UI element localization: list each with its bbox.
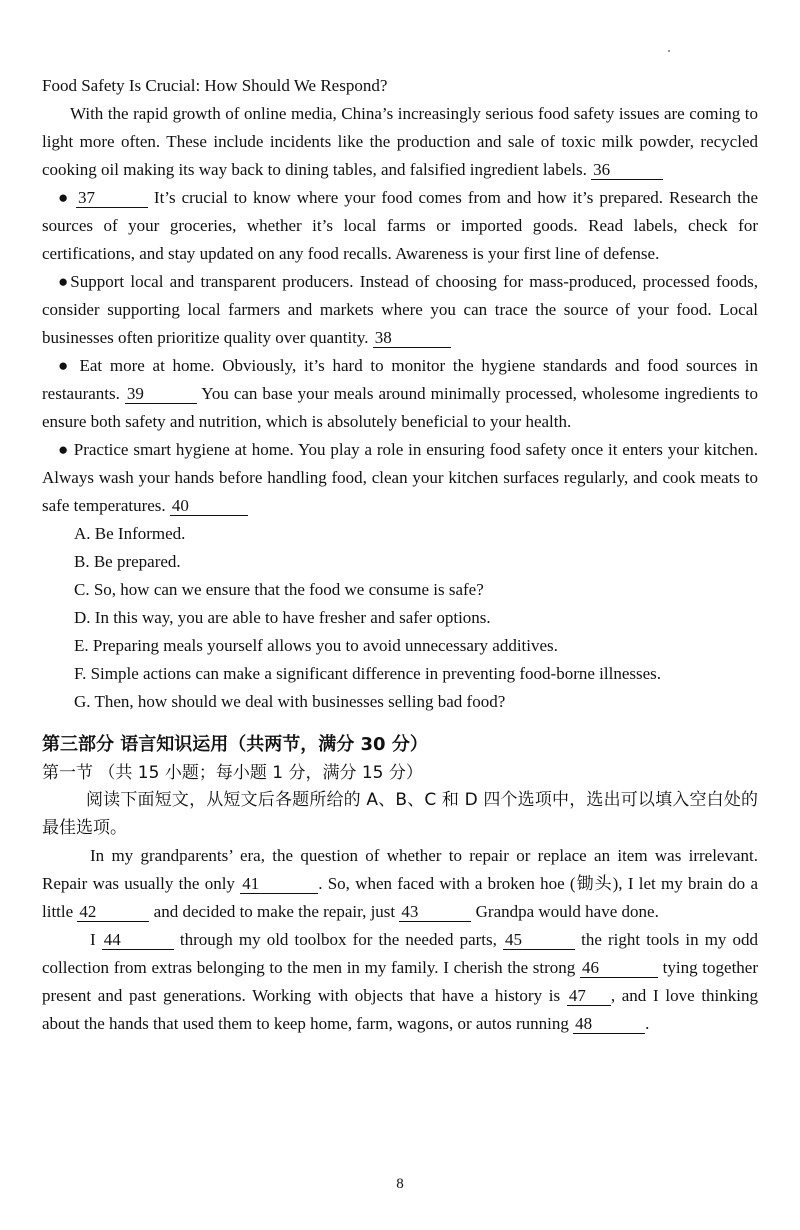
option-d[interactable]: D. In this way, you are able to have fresher and safer options. bbox=[74, 608, 491, 627]
blank-36[interactable]: 36 bbox=[591, 161, 663, 180]
blank-40[interactable]: 40 bbox=[170, 497, 248, 516]
blank-38[interactable]: 38 bbox=[373, 329, 451, 348]
blank-42[interactable]: 42 bbox=[77, 903, 149, 922]
cloze-paragraph-1 bbox=[42, 842, 758, 926]
paragraph-37 bbox=[42, 184, 758, 268]
paragraph-40-text: Practice smart hygiene at home. You play a role in ensuring food safety once it enters your kitchen. Always wash your hands before handling food, clean your kitchen surfaces regularly, and cook meats to safe temperatures. bbox=[42, 440, 759, 515]
paragraph-39-text-a: Eat more at home. Obviously, it’s hard to monitor the hygiene standards and food sources in restaurants. bbox=[42, 356, 758, 403]
option-e[interactable]: E. Preparing meals yourself allows you to avoid unnecessary additives. bbox=[74, 636, 558, 655]
blank-48[interactable]: 48 bbox=[573, 1015, 645, 1034]
paragraph-37-text: It’s crucial to know where your food comes from and how it’s prepared. Research the sources of your groceries, whether it’s local farms or imported goods. Read labels, check for certifications, and stay updated on any food recalls. Awareness is your first line of defense. bbox=[42, 188, 759, 263]
cloze-text-1d: Grandpa would have done. bbox=[475, 902, 659, 921]
blank-47[interactable]: 47 bbox=[567, 987, 611, 1006]
part3-heading: 第三部分 语言知识运用（共两节，满分 30 分） bbox=[42, 734, 428, 755]
cloze-text-1a: In my grandparents’ era, the question of whether to repair or replace an item was irrelevant. Repair was usually the only bbox=[42, 846, 758, 893]
bullet-icon: ● bbox=[58, 272, 71, 291]
paragraph-39-text-b: You can base your meals around minimally processed, wholesome ingredients to ensure both safety and nutrition, which is absolutely beneficial to your health. bbox=[42, 384, 758, 431]
page-number: 8 bbox=[396, 1176, 404, 1192]
intro-text: With the rapid growth of online media, China’s increasingly serious food safety issues are coming to light more often. These include incidents like the production and sale of toxic milk powder, recycled cooking oil making its way back to dining tables, and falsified ingredient labels. bbox=[42, 104, 758, 179]
paragraph-38-text: Support local and transparent producers. Instead of choosing for mass-produced, processed foods, consider supporting local farmers and markets where you can trace the source of your food. Local businesses often prioritize quality over quantity. bbox=[42, 272, 758, 347]
bullet-icon: ● bbox=[58, 440, 69, 459]
exam-page bbox=[42, 72, 758, 1038]
cloze-text-2e: , and I love thinking about the hands that used them to keep home, farm, wagons, or autos running bbox=[42, 986, 758, 1033]
cloze-text-2c: the right tools in my odd collection from extras belonging to the men in my family. I cherish the strong bbox=[42, 930, 759, 977]
cloze-text-2b: through my old toolbox for the needed parts, bbox=[179, 930, 497, 949]
section1-heading: 第一节 （共 15 小题；每小题 1 分，满分 15 分） bbox=[42, 763, 423, 783]
blank-45[interactable]: 45 bbox=[503, 931, 575, 950]
paragraph-39 bbox=[42, 352, 758, 436]
cloze-instruction: 阅读下面短文，从短文后各题所给的 A、B、C 和 D 四个选项中，选出可以填入空白处的最佳选项。 bbox=[42, 790, 758, 838]
cloze-text-2f: . bbox=[645, 1014, 650, 1033]
scan-dot bbox=[668, 50, 670, 52]
cloze-paragraph-2 bbox=[42, 926, 758, 1038]
cloze-text-1c: and decided to make the repair, just bbox=[153, 902, 396, 921]
option-b[interactable]: B. Be prepared. bbox=[74, 552, 181, 571]
option-list bbox=[74, 520, 758, 716]
option-f[interactable]: F. Simple actions can make a significant difference in preventing food-borne illnesses. bbox=[74, 664, 662, 683]
blank-37[interactable]: 37 bbox=[76, 189, 148, 208]
blank-39[interactable]: 39 bbox=[125, 385, 197, 404]
paragraph-40 bbox=[42, 436, 758, 520]
passage-title: Food Safety Is Crucial: How Should We Respond? bbox=[42, 76, 388, 95]
blank-43[interactable]: 43 bbox=[399, 903, 471, 922]
option-c[interactable]: C. So, how can we ensure that the food we consume is safe? bbox=[74, 580, 484, 599]
blank-41[interactable]: 41 bbox=[240, 875, 318, 894]
blank-44[interactable]: 44 bbox=[102, 931, 174, 950]
bullet-icon: ● bbox=[58, 356, 72, 375]
cloze-text-2a: I bbox=[90, 930, 96, 949]
bullet-icon: ● bbox=[58, 188, 70, 207]
option-a[interactable]: A. Be Informed. bbox=[74, 524, 186, 543]
paragraph-38 bbox=[42, 268, 758, 352]
blank-46[interactable]: 46 bbox=[580, 959, 658, 978]
cloze-text-2d: tying together present and past generations. Working with objects that have a history is bbox=[42, 958, 758, 1005]
option-g[interactable]: G. Then, how should we deal with businesses selling bad food? bbox=[74, 692, 506, 711]
cloze-text-1b: . So, when faced with a broken hoe (锄头), I let my brain do a little bbox=[42, 874, 758, 921]
intro-paragraph bbox=[42, 100, 758, 184]
